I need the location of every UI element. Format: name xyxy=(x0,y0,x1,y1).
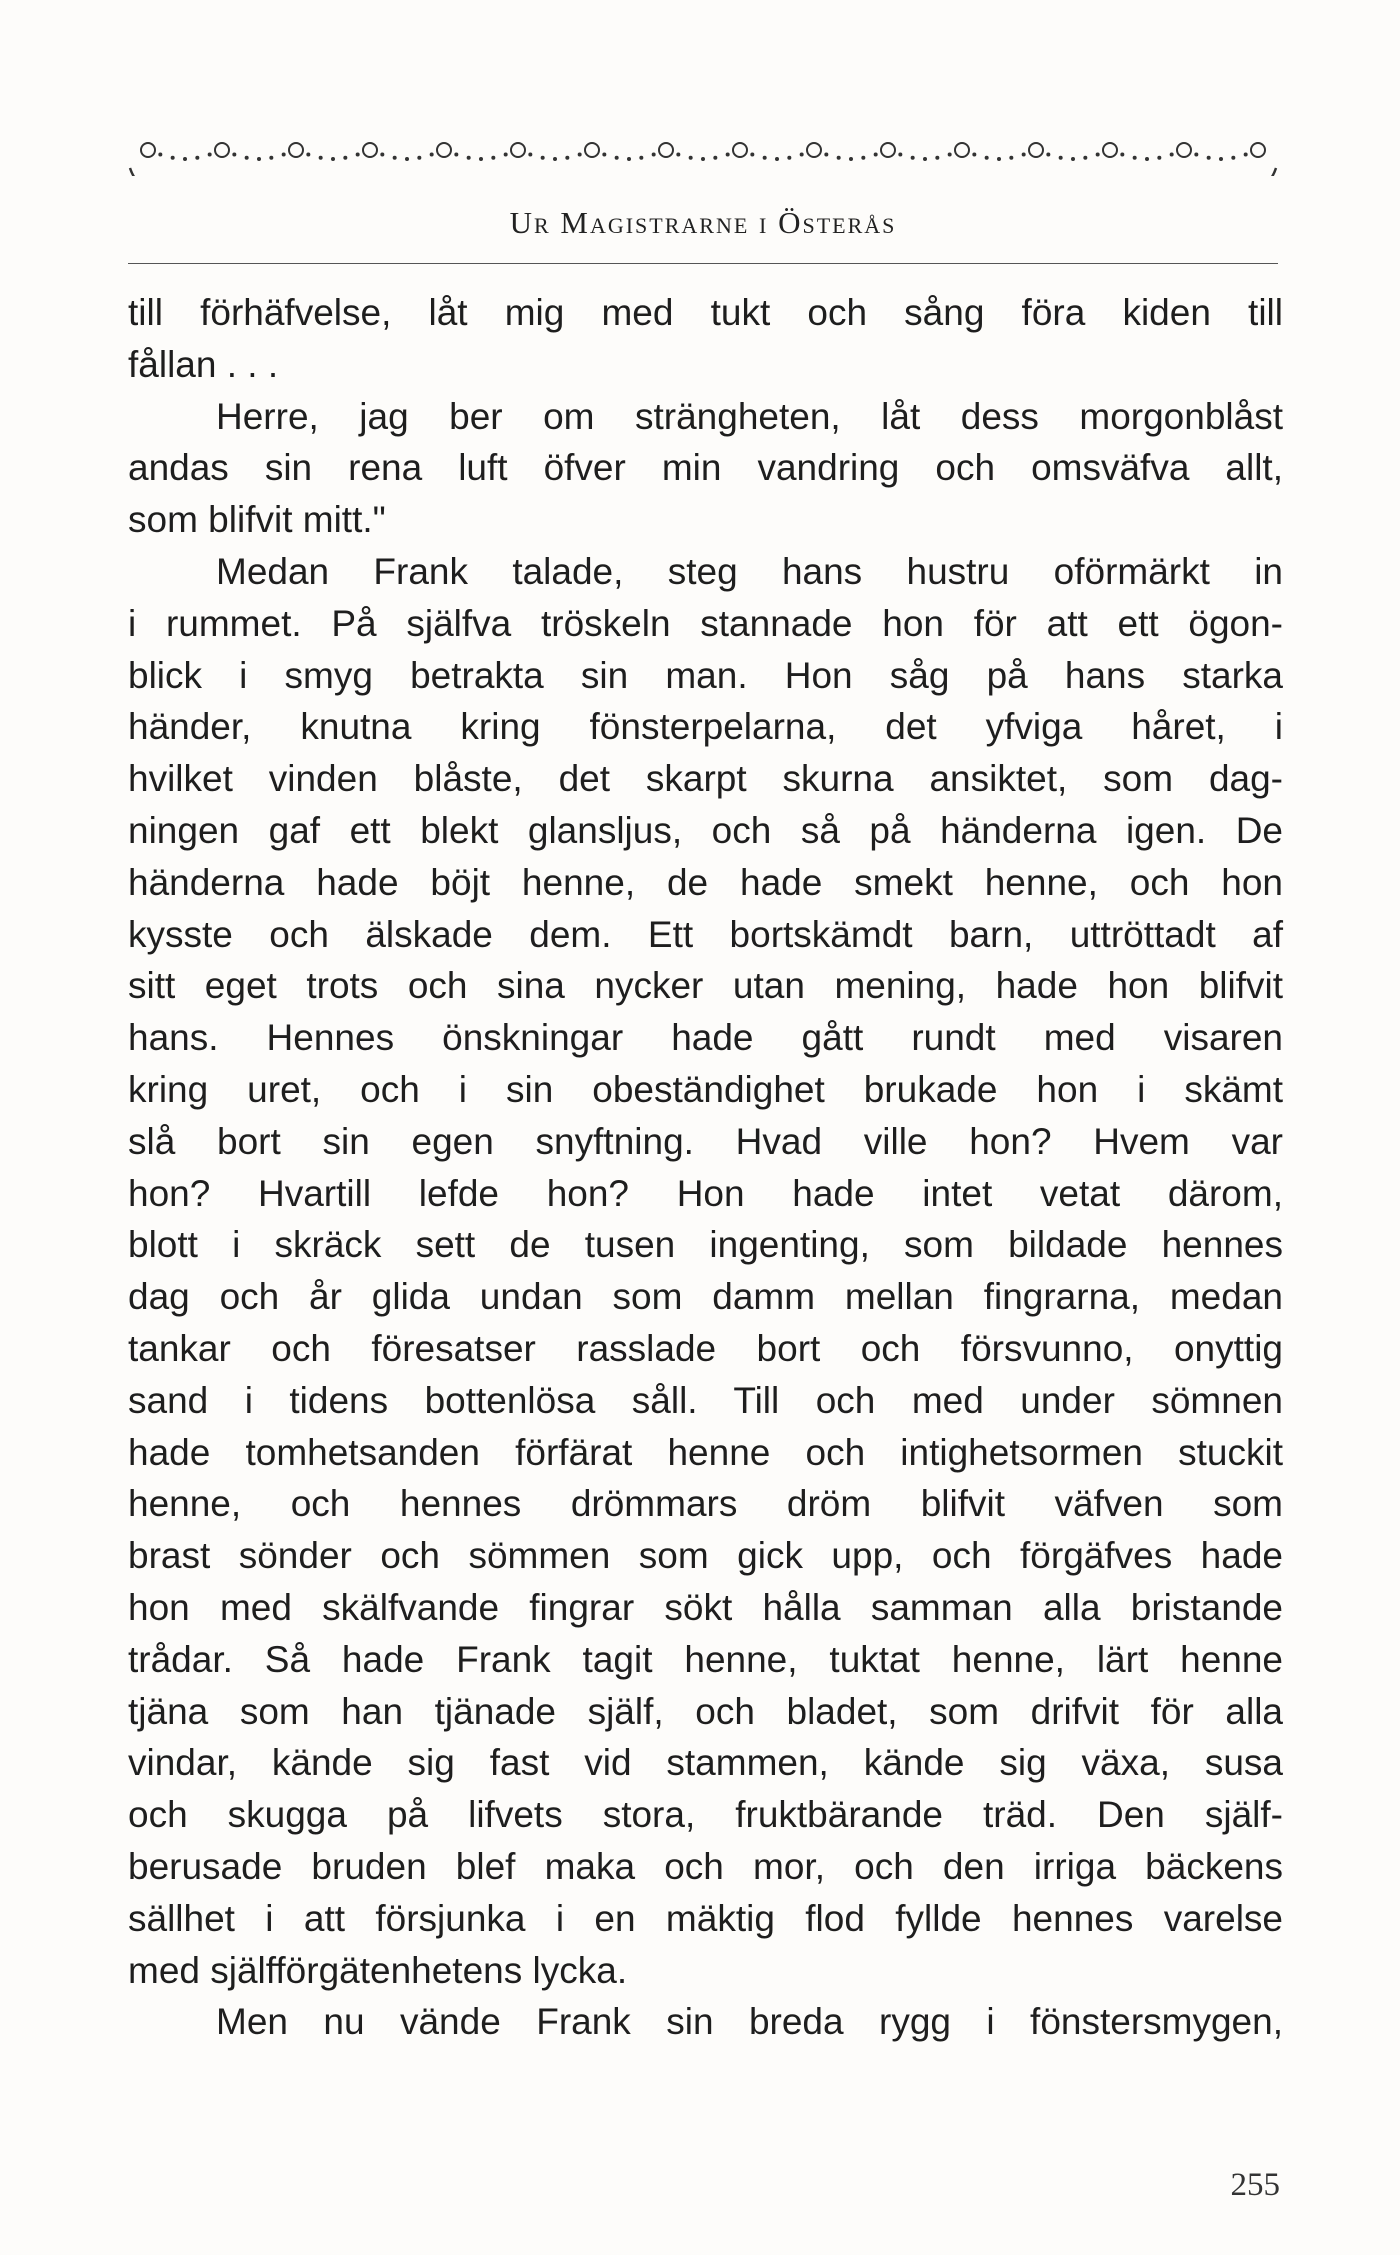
text-line: hvilket vinden blåste, det skarpt skurna ansiktet, som dag- xyxy=(128,758,1283,800)
text-line: blick i smyg betrakta sin man. Hon såg på hans starka xyxy=(128,654,1283,696)
text-line: dag och år glida undan som damm mellan fingrarna, medan xyxy=(128,1276,1283,1318)
text-line: och skugga på lifvets stora, fruktbärande träd. Den själf- xyxy=(128,1794,1283,1836)
text-line: hon med skälfvande fingrar sökt hålla samman alla bristande xyxy=(128,1586,1283,1628)
text-line: vindar, kände sig fast vid stammen, kände sig växa, susa xyxy=(128,1742,1283,1784)
text-line: berusade bruden blef maka och mor, och den irriga bäckens xyxy=(128,1845,1283,1887)
text-line: sand i tidens bottenlösa såll. Till och med under sömnen xyxy=(128,1379,1283,1421)
text-line: sitt eget trots och sina nycker utan mening, hade hon blifvit xyxy=(128,965,1283,1007)
text-line: blott i skräck sett de tusen ingenting, som bildade hennes xyxy=(128,1224,1283,1266)
text-line: Medan Frank talade, steg hans hustru oförmärkt in xyxy=(216,550,1283,592)
text-line: med själfförgätenhetens lycka. xyxy=(128,1949,628,1991)
text-line: som blifvit mitt." xyxy=(128,499,386,541)
text-line: tjäna som han tjänade själf, och bladet, som drifvit för alla xyxy=(128,1690,1283,1732)
text-line: hans. Hennes önskningar hade gått rundt med visaren xyxy=(128,1017,1283,1059)
text-line: brast sönder och sömmen som gick upp, och förgäfves hade xyxy=(128,1535,1283,1577)
text-line: trådar. Så hade Frank tagit henne, tuktat henne, lärt henne xyxy=(128,1638,1283,1680)
text-line: henne, och hennes drömmars dröm blifvit väfven som xyxy=(128,1483,1283,1525)
ornamental-border xyxy=(128,96,1278,176)
text-line: fållan . . . xyxy=(128,343,279,385)
text-line: hon? Hvartill lefde hon? Hon hade intet vetat därom, xyxy=(128,1172,1283,1214)
running-header: Ur Magistrarne i Österås xyxy=(509,205,897,240)
header-rule xyxy=(128,263,1278,264)
text-line: Men nu vände Frank sin breda rygg i fönstersmygen, xyxy=(216,2001,1283,2043)
text-line: andas sin rena luft öfver min vandring och omsväfva allt, xyxy=(128,447,1283,489)
text-line: hade tomhetsanden förfärat henne och intighetsormen stuckit xyxy=(128,1431,1283,1473)
text-line: slå bort sin egen snyftning. Hvad ville hon? Hvem var xyxy=(128,1120,1283,1162)
text-line: händerna hade böjt henne, de hade smekt henne, och hon xyxy=(128,861,1283,903)
text-line: händer, knutna kring fönsterpelarna, det yfviga håret, i xyxy=(128,706,1283,748)
text-line: kysste och älskade dem. Ett bortskämdt barn, uttröttadt af xyxy=(128,913,1283,955)
text-line: tankar och föresatser rasslade bort och försvunno, onyttig xyxy=(128,1327,1283,1369)
text-line: Herre, jag ber om strängheten, låt dess morgonblåst xyxy=(216,395,1283,437)
text-line: i rummet. På själfva tröskeln stannade hon för att ett ögon- xyxy=(128,602,1283,644)
page-number: 255 xyxy=(1230,2167,1280,2203)
text-line: till förhäfvelse, låt mig med tukt och sång föra kiden till xyxy=(128,292,1283,333)
body-text xyxy=(128,287,1283,2048)
text-line: ningen gaf ett blekt glansljus, och så på händerna igen. De xyxy=(128,809,1283,851)
text-line: kring uret, och i sin obeständighet brukade hon i skämt xyxy=(128,1068,1283,1110)
text-line: sällhet i att försjunka i en mäktig flod fyllde hennes varelse xyxy=(128,1897,1283,1939)
